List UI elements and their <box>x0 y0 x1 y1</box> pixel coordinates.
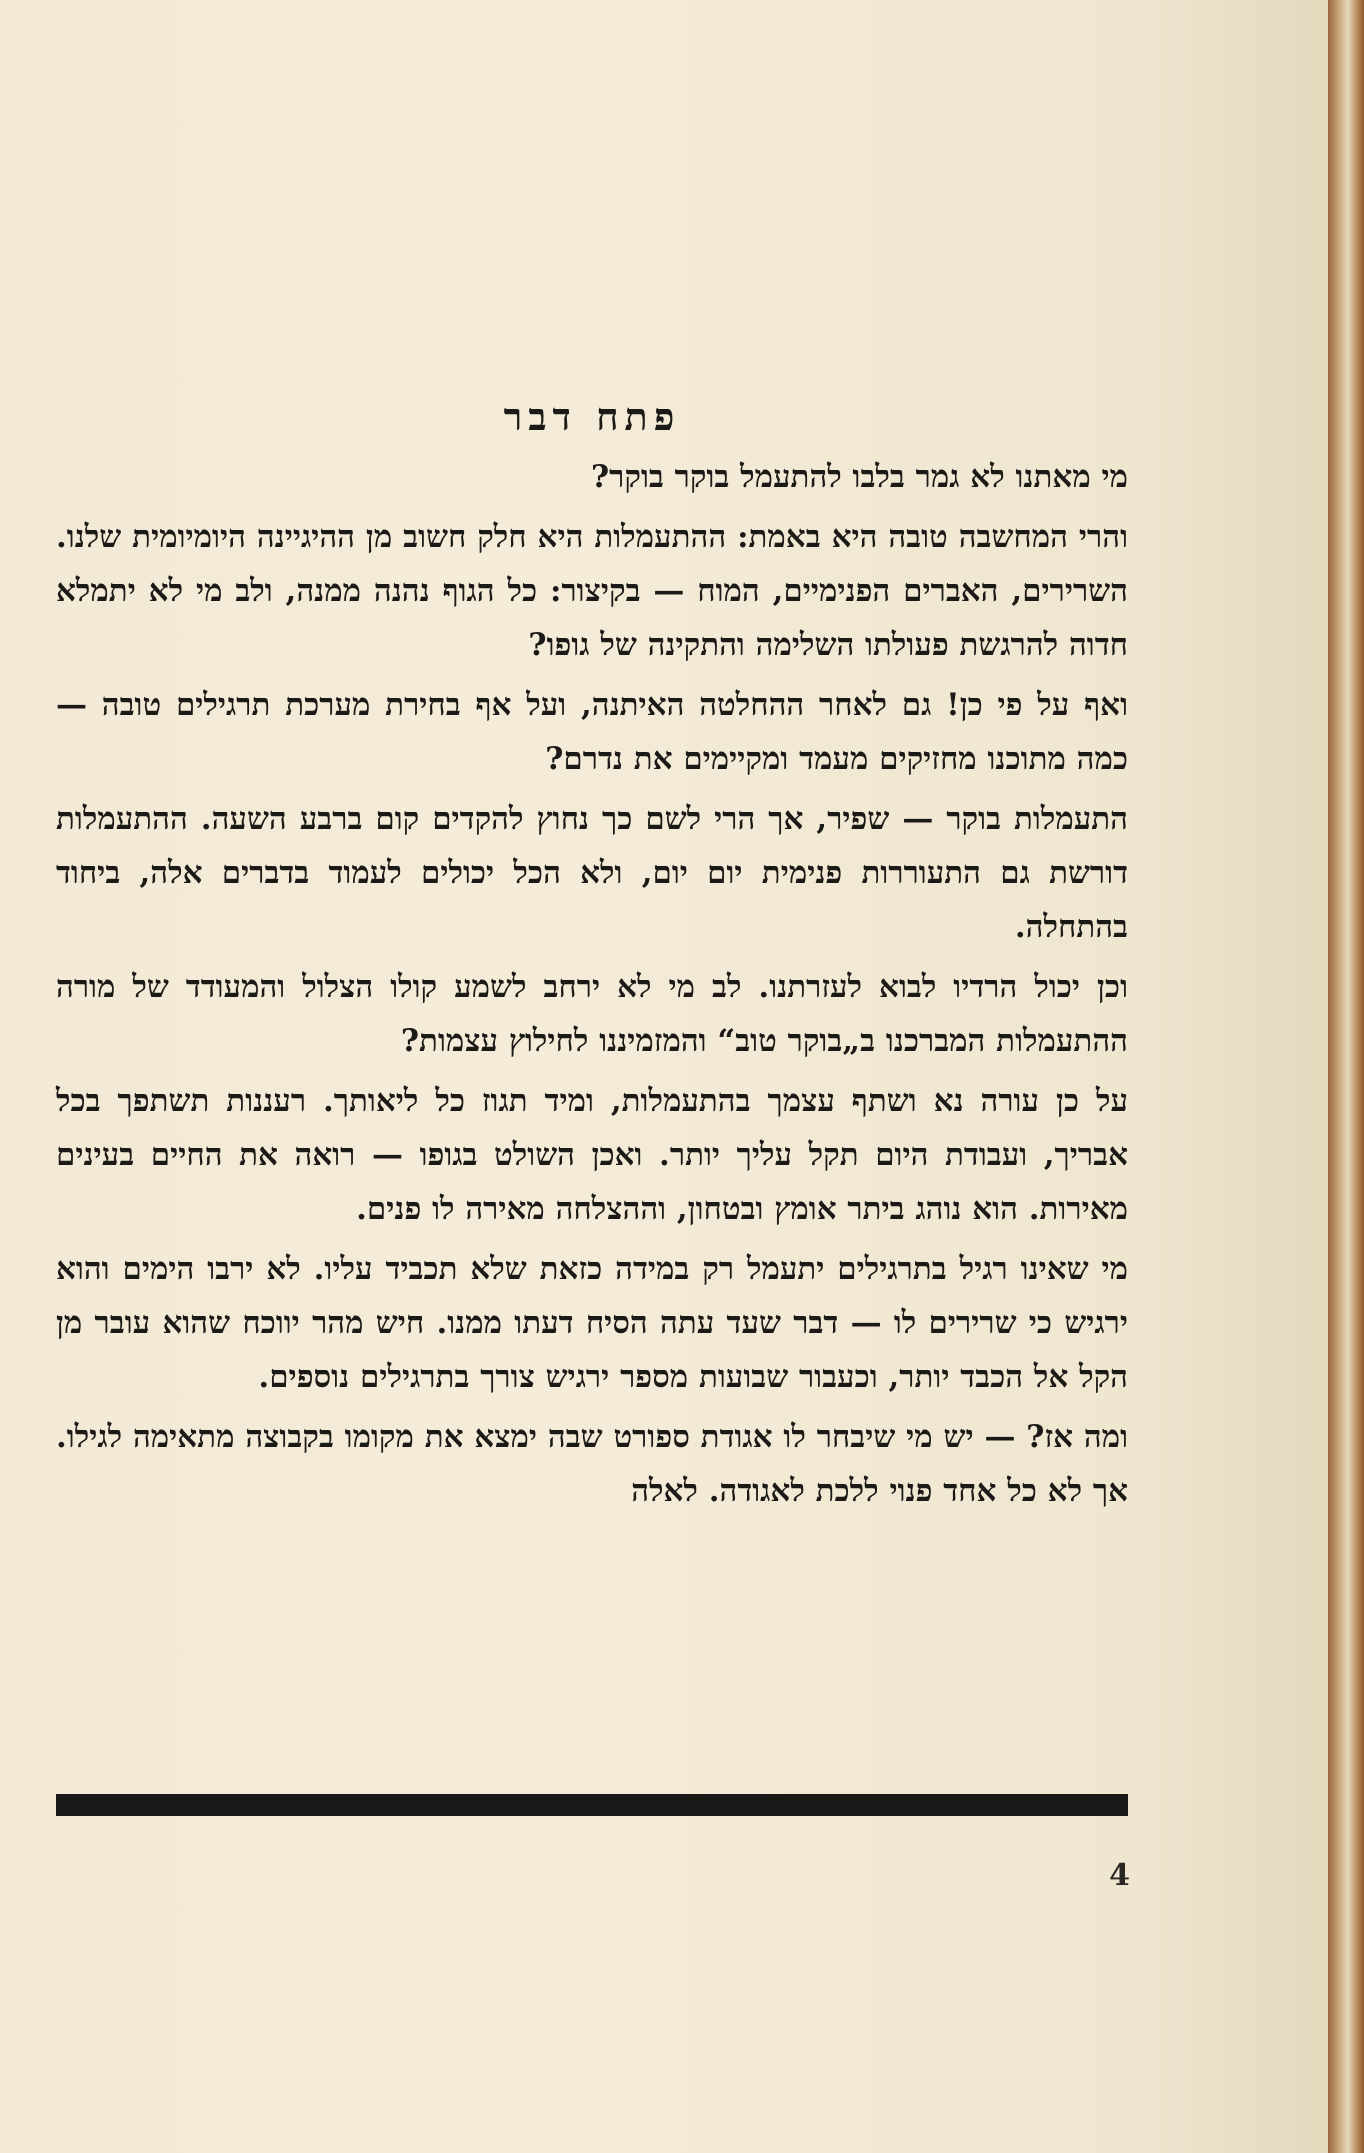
paragraph-8: ומה אז? — יש מי שיבחר לו אגודת ספורט שבה ימצא את מקומו בקבוצה מתאימה לגילו. אך לא כל אחד פנוי ללכת לאגודה. לאלה <box>56 1419 1128 1509</box>
page-number: 4 <box>1109 1858 1130 1893</box>
paragraph-5: וכן יכול הרדיו לבוא לעזרתנו. לב מי לא ירחב לשמע קולו הצלול והמעודד של מורה ההתעמלות המברכנו ב„בוקר טוב“ והמזמיננו לחילוץ עצמות? <box>56 969 1128 1059</box>
paragraph-2: והרי המחשבה טובה היא באמת: ההתעמלות היא חלק חשוב מן ההיגיינה היומיומית שלנו. השרירים, האברים הפנימיים, המוח — בקיצור: כל הגוף נהנה ממנה, ולב מי לא יתמלא חדוה להרגשת פעולתו השלימה והתקינה של גופו? <box>56 519 1128 663</box>
paragraph-7: מי שאינו רגיל בתרגילים יתעמל רק במידה כזאת שלא תכביד עליו. לא ירבו הימים והוא ירגיש כי שרירים לו — דבר שעד עתה הסיח דעתו ממנו. חיש מהר יווכח שהוא עובר מן הקל אל הכבד יותר, וכעבור שבועות מספר ירגיש צורך בתרגילים נוספים. <box>56 1251 1128 1395</box>
page-edge <box>1328 0 1364 2153</box>
paragraph-1: מי מאתנו לא גמר בלבו להתעמל בוקר בוקר? <box>590 459 1128 495</box>
horizontal-rule <box>56 1794 1128 1816</box>
body-text <box>56 388 1128 1524</box>
paragraph-3: ואף על פי כן! גם לאחר ההחלטה האיתנה, ועל אף בחירת מערכת תרגילים טובה — כמה מתוכנו מחזיקים מעמד ומקיימים את נדרם? <box>56 687 1128 777</box>
paragraph-4: התעמלות בוקר — שפיר, אך הרי לשם כך נחוץ להקדים קום ברבע השעה. ההתעמלות דורשת גם התעוררות פנימית יום יום, ולא הכל יכולים לעמוד בדברים אלה, ביחוד בהתחלה. <box>56 801 1128 945</box>
page-title: פתח דבר <box>503 394 681 439</box>
paragraph-6: על כן עורה נא ושתף עצמך בהתעמלות, ומיד תגוז כל ליאותך. רעננות תשתפך בכל אבריך, ועבודת היום תקל עליך יותר. ואכן השולט בגופו — רואה את החיים בעינים מאירות. הוא נוהג ביתר אומץ ובטחון, וההצלחה מאירה לו פנים. <box>56 1083 1128 1227</box>
